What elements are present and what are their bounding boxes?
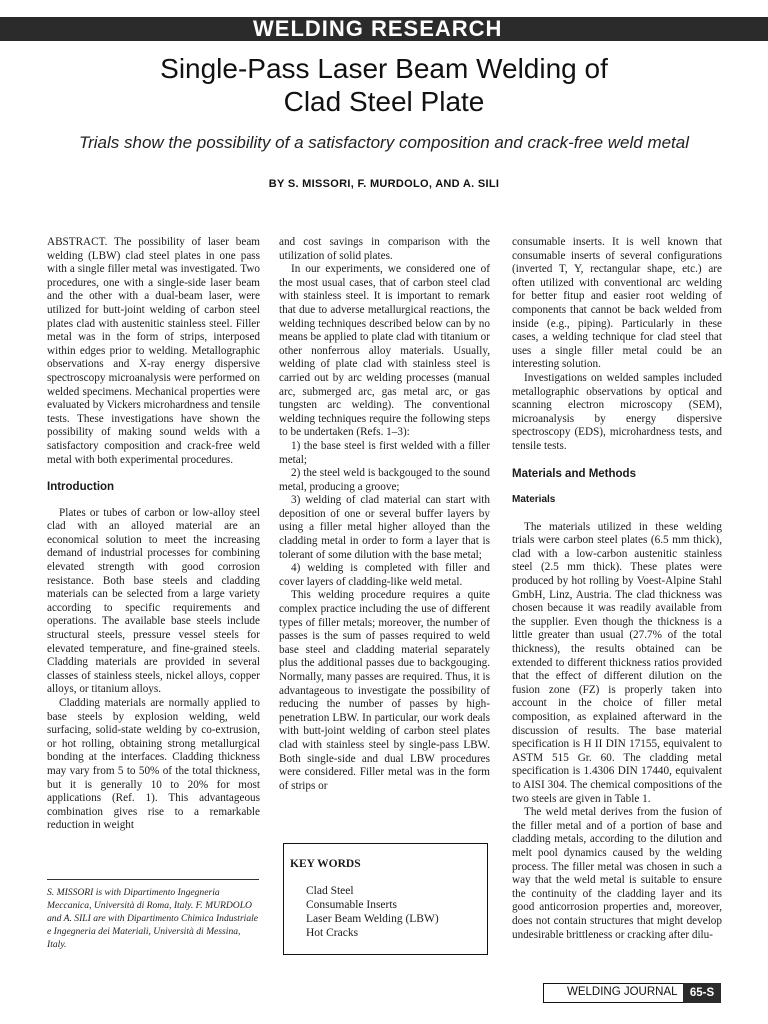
title-line-1: Single-Pass Laser Beam Welding of [160,53,608,84]
author-affiliation-footnote: S. MISSORI is with Dipartimento Ingegneria Meccanica, Università di Roma, Italy. F. MURDOLO and A. SILI are with Dipartimento Chimica Industriale e Ingegneria dei Materiali, Università di Messina, Italy. [47,887,259,950]
abstract: ABSTRACT. The possibility of laser beam welding (LBW) clad steel plates in one pass with a single filler metal was investigated. Two procedures, one with a single-side laser beam and the other with a dual-beam laser, were utilized for butt-joint welding of carbon steel plates clad with austenitic stainless steel. Filler metal was in the form of strips, interposed within edges prior to welding. Metallographic observations and X-ray energy dispersive spectroscopy microanalysis were performed on welded specimens. Mechanical properties were evaluated by Vickers microhardness and tensile tests. These investigations have shown the possibility of making sound welds with a satisfactory composition and crack-free weld metal with both experimental procedures. [47,236,260,466]
list-item: 3) welding of clad material can start with deposition of one or several buffer layers by using a filler metal higher alloyed than the cladding metal in order to form a layer that is tolerant of some dilution with the base metal; [279,494,490,561]
introduction-heading: Introduction [47,481,115,494]
page-number: 65-S [683,983,721,1003]
column-2 [279,236,490,793]
section-banner [0,17,768,41]
paragraph: and cost savings in comparison with the utilization of solid plates. [279,236,490,262]
keywords-list [306,884,439,940]
keywords-title: KEY WORDS [290,858,361,870]
paragraph: consumable inserts. It is well known that consumable inserts of several configurations (inverted T, Y, rectangular shape, etc.) are often utilized with conventional arc welding for better fitup and easier root welding of components that cannot be back welded from inside (e.g., piping). Particularly in these cases, a welding technique for clad steel that uses a single filler metal could be an interesting solution. [512,236,722,371]
materials-subheading: Materials [512,494,556,506]
paragraph: In our experiments, we considered one of the most usual cases, that of carbon steel clad with stainless steel. It is important to remark that due to adverse metallurgical reactions, the welding techniques described below can by no means be applied to plate clad with titanium or other nonferrous alloy materials. Usually, welding of plate clad with stainless steel is carried out by arc welding processes (manual arc, submerged arc, gas metal arc, or gas tungsten arc welding). The conventional welding techniques require the following steps to be undertaken (Refs. 1–3): [279,263,490,439]
keyword-item: Consumable Inserts [306,899,398,911]
column-3 [512,236,722,942]
article-title [0,52,768,118]
intro-paragraph-1: Plates or tubes of carbon or low-alloy steel clad with an alloyed material are an economical solution to meet the increasing demand of industrial processes for combining elevated strength with good corrosion resistance. Both base steels and cladding materials can be selected from a large variety according to specific requirements and operations. The available base steels include structural steels, pressure vessel steels for elevated temperature, and fine-grained steels. Cladding materials are provided in several classes of stainless steels, nickel alloys, copper alloys, or titanium alloys. [47,506,260,696]
section-label: WELDING RESEARCH [253,17,503,41]
keyword-item: Hot Cracks [306,927,359,939]
paragraph: The weld metal derives from the fusion of the filler metal and of a portion of base and cladding metals, according to the dilution and melt pool dynamics caused by the welding process. The filler metal was chosen in such a way that the weld metal is suitable to ensure the continuity of the cladding layer and its good anticorrosion properties and, moreover, does not contain structures that might develop undesirable brittleness or cracking after dilu- [512,806,722,941]
author-byline: BY S. MISSORI, F. MURDOLO, AND A. SILI [268,178,500,190]
journal-name: WELDING JOURNAL [567,986,678,998]
keyword-item: Laser Beam Welding (LBW) [306,913,439,925]
materials-methods-heading: Materials and Methods [512,467,636,480]
column-1 [47,236,260,833]
keyword-item: Clad Steel [306,885,354,897]
intro-paragraph-2: Cladding materials are normally applied to base steels by explosion welding, weld surfacing, solid-state welding by co-extrusion, or hot rolling, obtaining strong metallurgical bonding at the interfaces. Cladding thickness may vary from 5 to 50% of the total thickness, but it is generally 10 to 20% for most applications (Ref. 1). This advantageous combination gives rise to a remarkable reduction in weight [47,697,260,832]
title-line-2: Clad Steel Plate [283,86,485,117]
list-item: 2) the steel weld is backgouged to the sound metal, producing a groove; [279,467,490,493]
paragraph: The materials utilized in these welding trials were carbon steel plates (6.5 mm thick), clad with a low-carbon austenitic stainless steel (2.5 mm thick). These plates were produced by hot rolling by Voest-Alpine Stahl GmbH, Linz, Austria. The clad thickness was chosen because it was readily available from the supplier. Even though the thickness is a little greater than usual (27.7% of the total thickness), the results obtained can be extended to different thickness ratios provided that the effect of different dilution on the fusion zone (FZ) is properly taken into account in the choice of filler metal composition, as explained afterward in the discussion of results. The base material specification is H II DIN 17155, equivalent to ASTM 515 Gr. 60. The cladding metal specification is 1.4306 DIN 17440, equivalent to AISI 304. The chemical compositions of the two steels are given in Table 1. [512,520,722,805]
article-subtitle: Trials show the possibility of a satisfactory composition and crack-free weld metal [78,133,690,152]
footnote-divider [47,879,259,880]
list-item: 1) the base steel is first welded with a filler metal; [279,439,490,466]
list-item: 4) welding is completed with filler and cover layers of cladding-like weld metal. [279,562,490,588]
paragraph: This welding procedure requires a quite complex practice including the use of different types of filler metals; moreover, the number of passes is the sum of passes required to weld base steel and cladding material separately plus the additional passes due to backgouging. Normally, many passes are required. Thus, it is advantageous to investigate the possibility of reducing the number of passes by high-penetration LBW. In particular, our work deals with butt-joint welding of carbon steel plates clad with stainless steel by single-pass LBW. Both single-side and dual LBW procedures were considered. Filler metal was in the form of strips or [279,589,490,792]
paragraph: Investigations on welded samples included metallographic observations by optical and scanning electron microscopy (SEM), microanalysis by energy dispersive spectroscopy (EDS), microhardness tests, and tensile tests. [512,371,722,452]
